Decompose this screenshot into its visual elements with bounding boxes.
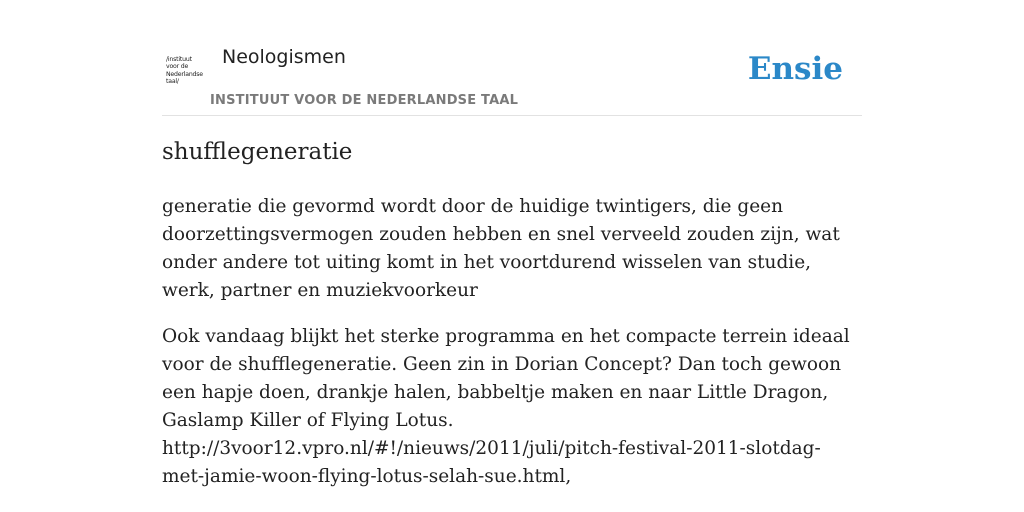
logo-line: /instituut bbox=[166, 56, 192, 63]
example-quote bbox=[162, 323, 862, 491]
logo-line: Nederlandse bbox=[166, 70, 203, 78]
headword-title: shufflegeneratie bbox=[162, 139, 353, 165]
logo-line: taal/ bbox=[166, 78, 179, 86]
logo-line: voor de bbox=[166, 63, 189, 71]
definition-text: generatie die gevormd wordt door de huidige twintigers, die geen doorzettingsvermogen zouden hebben en snel verveeld zouden zijn, wat onder andere tot uiting komt in het voortdurend wisselen van studie, werk, partner en muziekvoorkeur bbox=[162, 196, 840, 301]
entry-header bbox=[162, 40, 862, 116]
source-name[interactable]: Neologismen bbox=[222, 46, 346, 68]
ensie-logo-link[interactable]: Ensie bbox=[747, 51, 843, 87]
example-source-url: http://3voor12.vpro.nl/#!/nieuws/2011/juli/pitch-festival-2011-slotdag-met-jamie-woon-flying-lotus-selah-sue.html, bbox=[162, 438, 821, 487]
example-text: Ook vandaag blijkt het sterke programma en het compacte terrein ideaal voor de shufflegeneratie. Geen zin in Dorian Concept? Dan toch gewoon een hapje doen, drankje halen, babbeltje maken en naar Little Dragon, Gaslamp Killer of Flying Lotus. bbox=[162, 326, 850, 431]
source-organization: INSTITUUT VOOR DE NEDERLANDSE TAAL bbox=[210, 93, 519, 108]
institute-logo[interactable] bbox=[166, 56, 208, 90]
